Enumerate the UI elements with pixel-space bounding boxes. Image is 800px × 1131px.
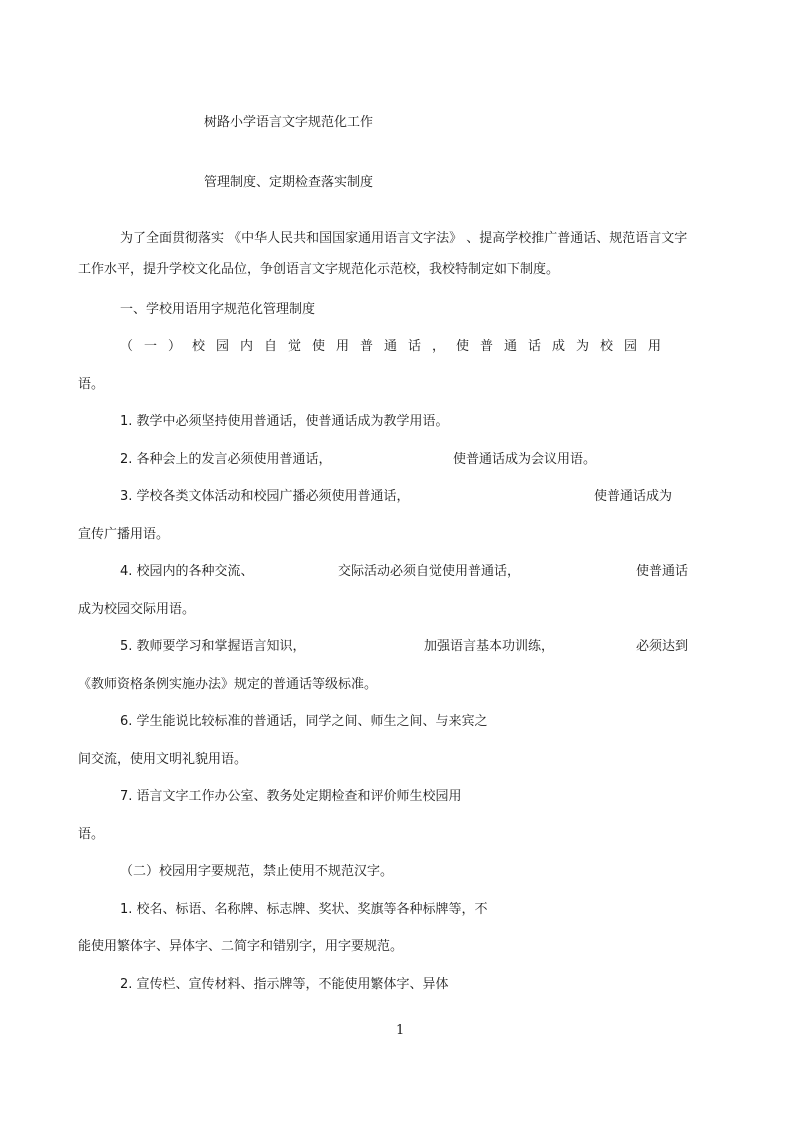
item-2-part-2: 使普通话成为会议用语。 (453, 452, 597, 467)
item-3-line-2: 宣传广播用语。 (78, 527, 170, 542)
item-7-line-1: 7. 语言文字工作办公室、教务处定期检查和评价师生校园用 (120, 789, 462, 804)
item-b2-line-1: 2. 宣传栏、宣传材料、指示牌等，不能使用繁体字、异体 (120, 977, 449, 992)
section-1-heading: 一、学校用语用字规范化管理制度 (120, 302, 316, 317)
item-1: 1. 教学中必须坚持使用普通话，使普通话成为教学用语。 (120, 414, 449, 429)
item-3-part-1: 3. 学校各类文体活动和校园广播必须使用普通话， (120, 489, 410, 504)
item-5-part-3: 必须达到 (636, 639, 689, 654)
document-title-line-1: 树路小学语言文字规范化工作 (204, 115, 374, 130)
item-3-part-2: 使普通话成为 (594, 489, 673, 504)
item-5-part-2: 加强语言基本功训练， (424, 639, 555, 654)
subsection-2-heading: （二）校园用字要规范，禁止使用不规范汉字。 (120, 864, 394, 879)
item-7-line-2: 语。 (78, 827, 105, 842)
page-number: 1 (396, 1023, 405, 1038)
intro-paragraph-line-1: 为了全面贯彻落实 《中华人民共和国国家通用语言文字法》 、提高学校推广普通话、规范语言文字 (120, 231, 688, 246)
intro-paragraph-line-2: 工作水平，提升学校文化品位，争创语言文字规范化示范校，我校特制定如下制度。 (78, 262, 560, 277)
item-4-part-2: 交际活动必须自觉使用普通话， (338, 564, 521, 579)
item-4-line-2: 成为校园交际用语。 (78, 602, 196, 617)
item-2-part-1: 2. 各种会上的发言必须使用普通话， (120, 452, 332, 467)
subsection-1-heading-line-1: （一）校园内自觉使用普通话，使普通话成为校园用 (120, 339, 673, 354)
subsection-1-heading-line-2: 语。 (78, 377, 105, 392)
item-5-part-1: 5. 教师要学习和掌握语言知识， (120, 639, 306, 654)
document-title-line-2: 管理制度、定期检查落实制度 (204, 175, 374, 190)
item-5-line-2: 《教师资格条例实施办法》规定的普通话等级标准。 (78, 677, 378, 692)
item-6-line-1: 6. 学生能说比较标准的普通话，同学之间、师生之间、与来宾之 (120, 714, 488, 729)
item-4-part-3: 使普通话 (636, 564, 689, 579)
item-6-line-2: 间交流，使用文明礼貌用语。 (78, 752, 248, 767)
item-b1-line-1: 1. 校名、标语、名称牌、标志牌、奖状、奖旗等各种标牌等，不 (120, 902, 488, 917)
item-4-part-1: 4. 校园内的各种交流、 (120, 564, 254, 579)
item-b1-line-2: 能使用繁体字、异体字、二简字和错别字，用字要规范。 (78, 939, 404, 954)
